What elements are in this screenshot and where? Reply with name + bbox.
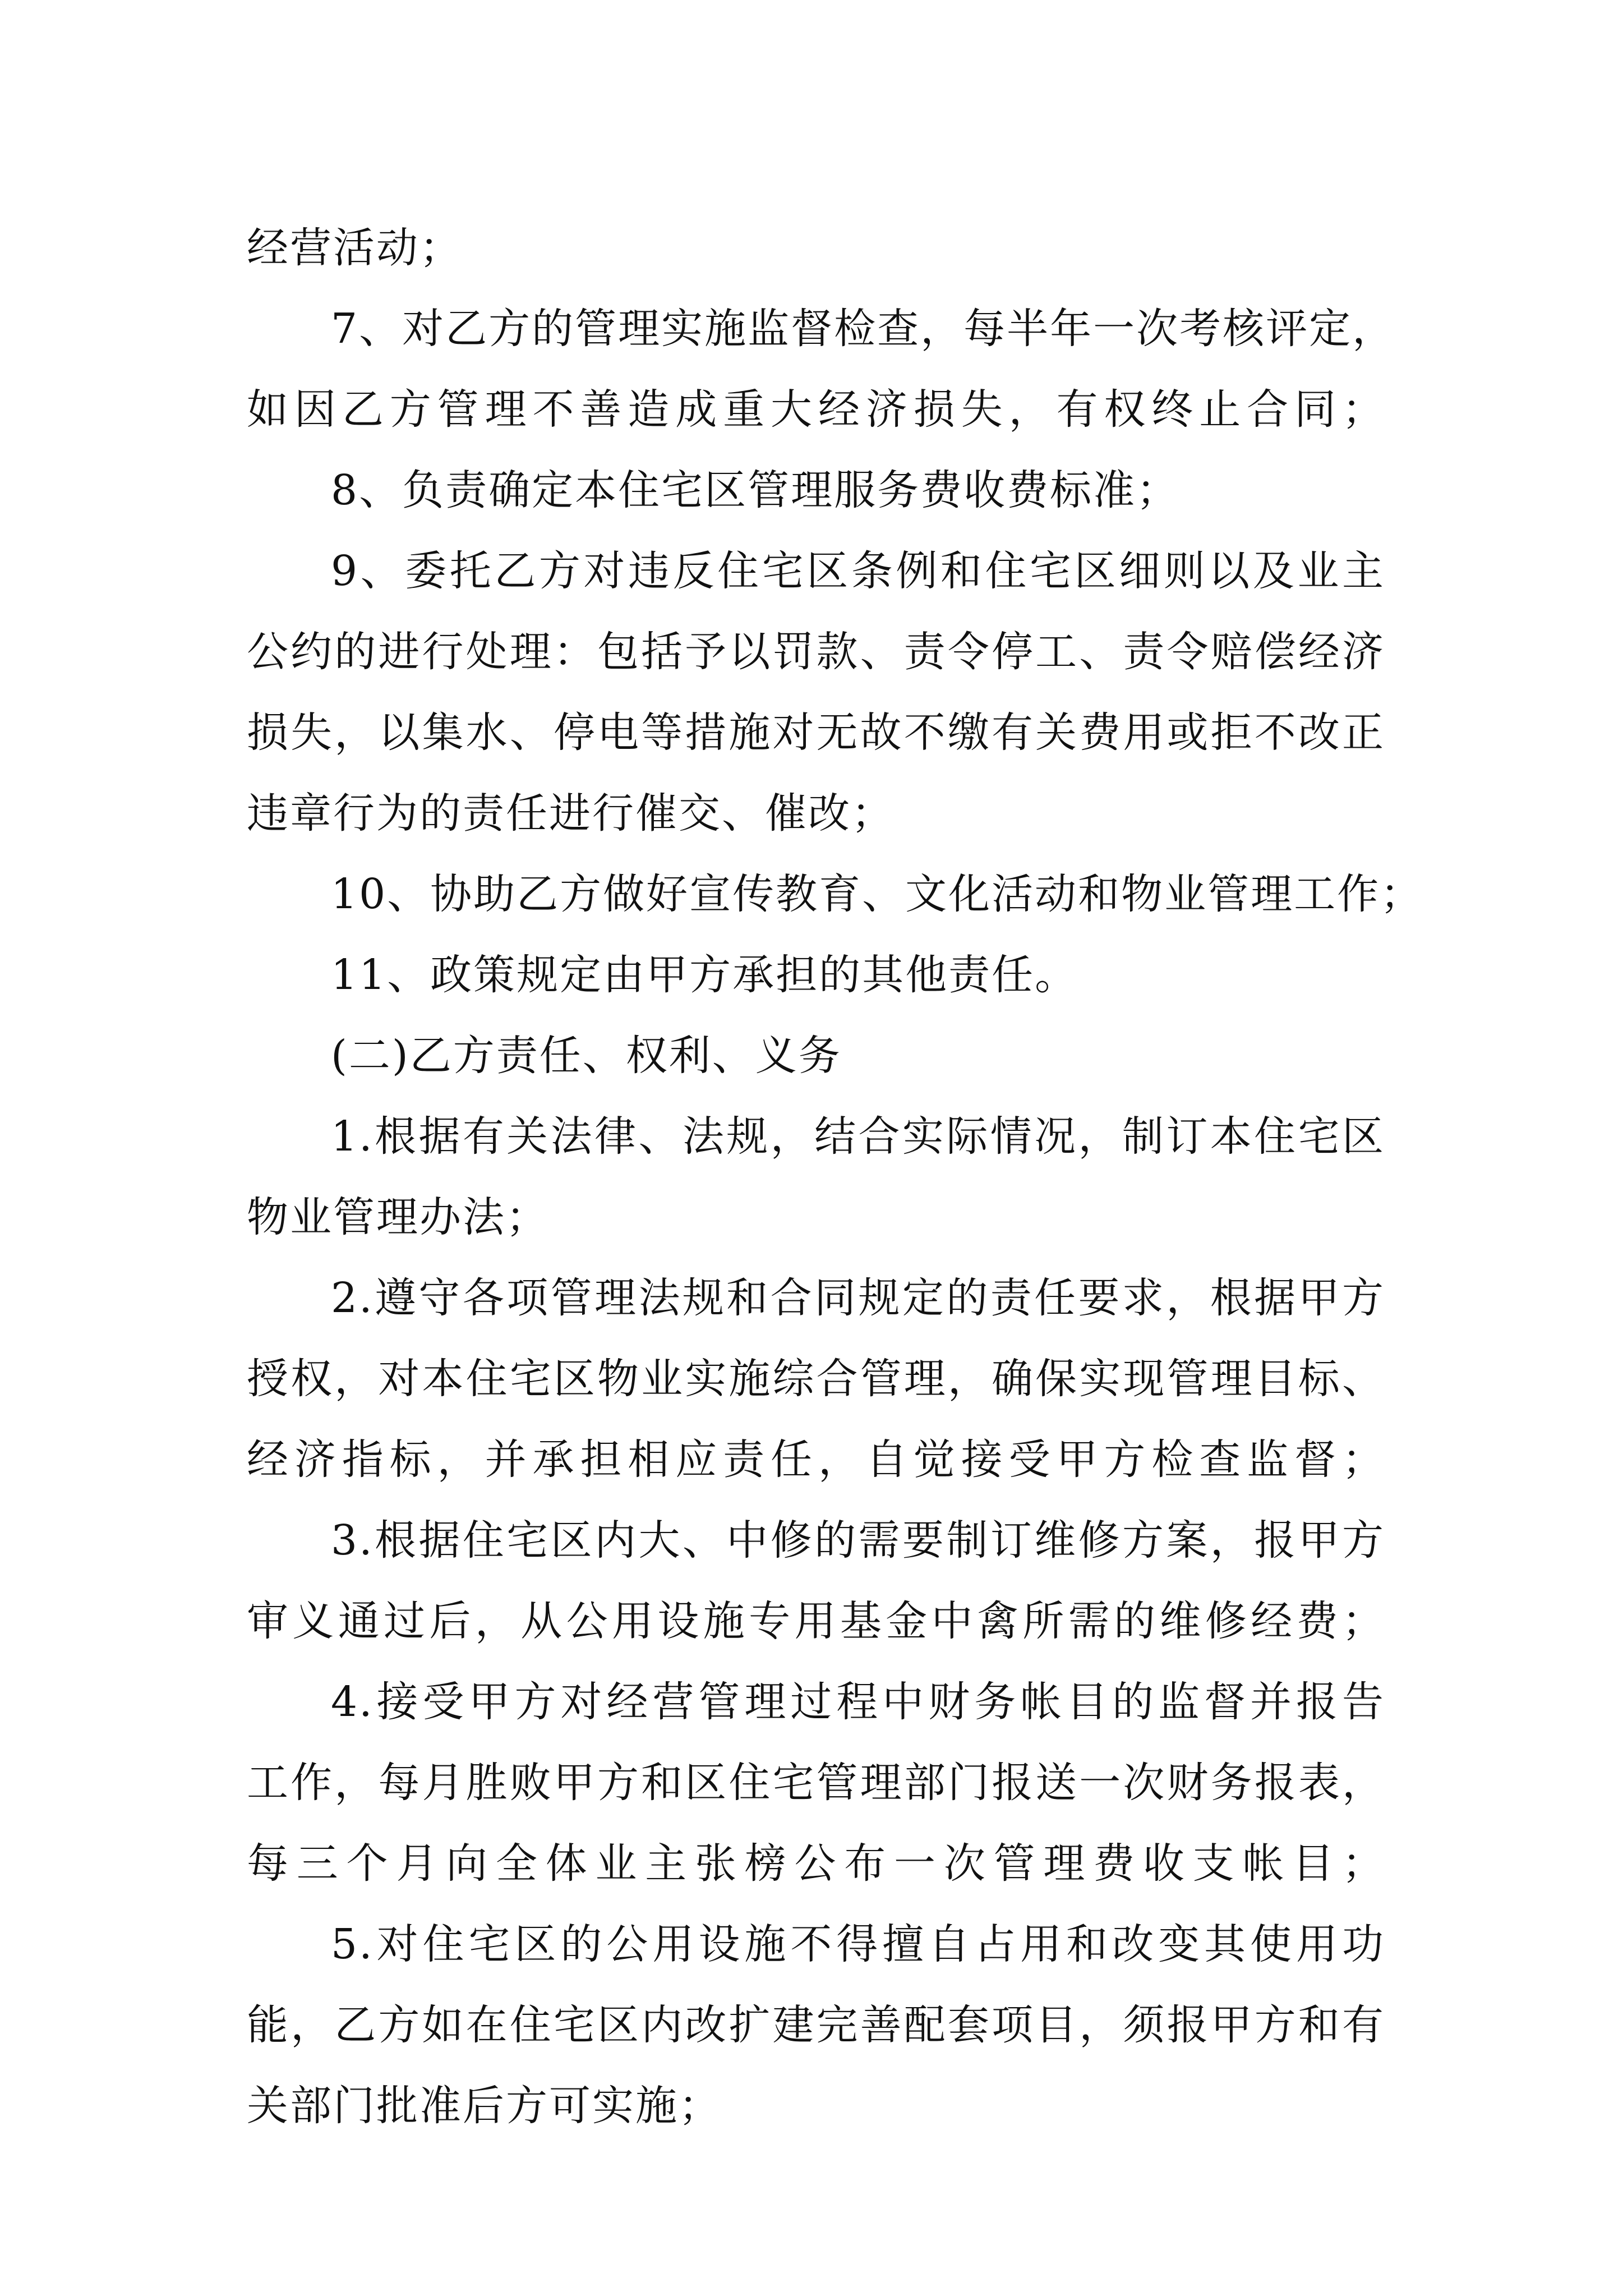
text-line: 如因乙方管理不善造成重大经济损失，有权终止合同； — [247, 385, 1385, 434]
text-line: 经营活动； — [247, 224, 463, 272]
text-line: 1.根据有关法律、法规，结合实际情况，制订本住宅区 — [331, 1112, 1385, 1161]
text-line: 审义通过后，从公用设施专用基金中禽所需的维修经费； — [247, 1597, 1385, 1645]
text-line: 物业管理办法； — [247, 1193, 549, 1241]
text-line: 7、对乙方的管理实施监督检查，每半年一次考核评定， — [331, 305, 1396, 353]
text-line: 2.遵守各项管理法规和合同规定的责任要求，根据甲方 — [331, 1274, 1385, 1322]
text-line: 每三个月向全体业主张榜公布一次管理费收支帐目； — [247, 1839, 1385, 1888]
text-line: 工作，每月胜败甲方和区住宅管理部门报送一次财务报表， — [247, 1759, 1385, 1807]
text-line: 违章行为的责任进行催交、催改； — [247, 789, 895, 838]
text-line: 4.接受甲方对经营管理过程中财务帐目的监督并报告 — [331, 1678, 1385, 1726]
text-line: 公约的进行处理：包括予以罚款、责令停工、责令赔偿经济 — [247, 628, 1385, 676]
text-line: 8、负责确定本住宅区管理服务费收费标准； — [331, 466, 1180, 514]
text-line: 5.对住宅区的公用设施不得擅自占用和改变其使用功 — [331, 1920, 1385, 1968]
section-heading: (二)乙方责任、权利、义务 — [331, 1032, 842, 1080]
text-line: 9、委托乙方对违反住宅区条例和住宅区细则以及业主 — [331, 547, 1385, 595]
text-line: 损失，以集水、停电等措施对无故不缴有关费用或拒不改正 — [247, 708, 1385, 757]
text-line: 10、协助乙方做好宣传教育、文化活动和物业管理工作； — [331, 870, 1424, 918]
text-line: 能，乙方如在住宅区内改扩建完善配套项目，须报甲方和有 — [247, 2001, 1385, 2049]
text-line: 11、政策规定由甲方承担的其他责任。 — [331, 951, 1078, 999]
document-body — [247, 208, 1424, 2146]
text-line: 授权，对本住宅区物业实施综合管理，确保实现管理目标、 — [247, 1355, 1385, 1403]
text-line: 关部门批准后方可实施； — [247, 2082, 722, 2130]
text-line: 经济指标，并承担相应责任，自觉接受甲方检查监督； — [247, 1435, 1385, 1484]
text-line: 3.根据住宅区内大、中修的需要制订维修方案，报甲方 — [331, 1516, 1385, 1565]
